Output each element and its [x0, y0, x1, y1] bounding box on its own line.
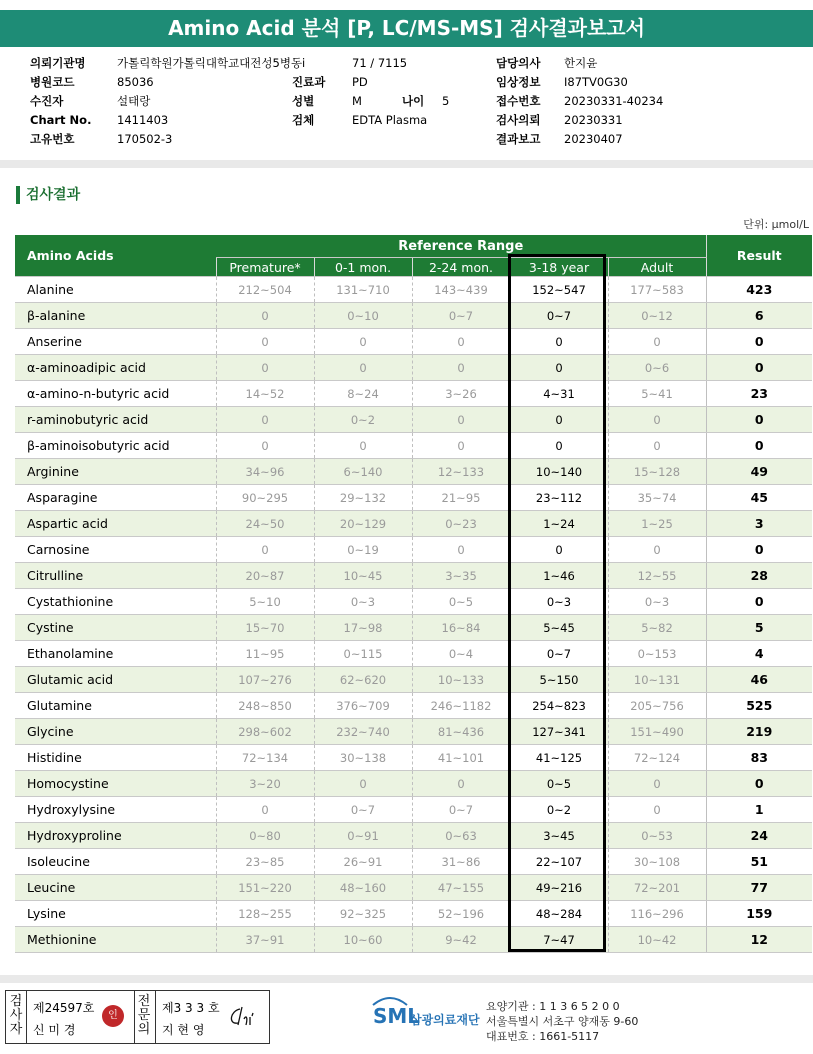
specialist-vertical-label: 전 문 의	[137, 994, 151, 1037]
amino-acid-name: Ethanolamine	[15, 641, 216, 667]
reference-range-cell: 5~150	[510, 667, 608, 693]
result-value: 23	[706, 381, 812, 407]
result-value: 219	[706, 719, 812, 745]
table-row	[15, 875, 812, 901]
amino-acid-name: Glutamine	[15, 693, 216, 719]
reference-range-cell: 0~7	[510, 641, 608, 667]
phone: 대표번호 : 1661-5117	[486, 1030, 600, 1043]
amino-acid-name: Homocystine	[15, 771, 216, 797]
info-col-2	[292, 54, 449, 130]
result-value: 12	[706, 927, 812, 953]
info-col-3	[496, 54, 663, 149]
amino-acid-name: α-amino-n-butyric acid	[15, 381, 216, 407]
reference-range-cell: 254~823	[510, 693, 608, 719]
specialist-license: 제3 3 3 호	[162, 1001, 220, 1015]
reference-range-cell: 0~5	[510, 771, 608, 797]
reference-range-cell: 0	[608, 537, 706, 563]
reference-range-cell: 0	[608, 329, 706, 355]
reference-range-cell: 143~439	[412, 277, 510, 303]
reference-range-cell: 376~709	[314, 693, 412, 719]
amino-acid-name: β-aminoisobutyric acid	[15, 433, 216, 459]
reference-range-cell: 0	[216, 329, 314, 355]
reference-range-cell: 0~7	[314, 797, 412, 823]
amino-acid-name: Arginine	[15, 459, 216, 485]
result-value: 1	[706, 797, 812, 823]
reference-range-cell: 37~91	[216, 927, 314, 953]
reference-range-cell: 0	[510, 329, 608, 355]
info-row: 담당의사 한지윤	[496, 56, 598, 70]
reference-range-cell: 11~95	[216, 641, 314, 667]
reference-range-cell: 52~196	[412, 901, 510, 927]
ward-value: 71 / 7115	[352, 56, 408, 70]
unit-label: 단위: μmol/L	[743, 218, 809, 231]
amino-acid-name: Aspartic acid	[15, 511, 216, 537]
reference-range-cell: 1~25	[608, 511, 706, 537]
reference-range-cell: 81~436	[412, 719, 510, 745]
reference-range-cell: 0	[216, 303, 314, 329]
reference-range-cell: 23~85	[216, 849, 314, 875]
reference-range-cell: 0~153	[608, 641, 706, 667]
reference-range-cell: 3~35	[412, 563, 510, 589]
reference-range-cell: 0	[608, 771, 706, 797]
table-row	[15, 329, 812, 355]
result-value: 159	[706, 901, 812, 927]
reference-range-cell: 0~63	[412, 823, 510, 849]
reference-range-cell: 0	[510, 407, 608, 433]
reference-range-cell: 0~12	[608, 303, 706, 329]
reference-range-cell: 0~19	[314, 537, 412, 563]
amino-acid-name: Glutamic acid	[15, 667, 216, 693]
reference-range-cell: 131~710	[314, 277, 412, 303]
amino-acid-name: Citrulline	[15, 563, 216, 589]
result-value: 0	[706, 433, 812, 459]
reference-range-cell: 30~108	[608, 849, 706, 875]
reference-range-cell: 3~26	[412, 381, 510, 407]
result-value: 525	[706, 693, 812, 719]
amino-acid-name: Alanine	[15, 277, 216, 303]
reference-range-cell: 4~31	[510, 381, 608, 407]
reference-range-cell: 0	[608, 407, 706, 433]
reference-range-cell: 0~91	[314, 823, 412, 849]
reference-range-cell: 0~115	[314, 641, 412, 667]
address: 서울특별시 서초구 양재동 9-60	[486, 1015, 639, 1028]
reference-range-cell: 0	[216, 355, 314, 381]
reference-range-cell: 41~125	[510, 745, 608, 771]
table-row	[15, 485, 812, 511]
result-value: 51	[706, 849, 812, 875]
table-row	[15, 615, 812, 641]
table-row	[15, 849, 812, 875]
table-row	[15, 563, 812, 589]
info-row: 고유번호 170502-3	[30, 132, 173, 146]
reference-range-cell: 23~112	[510, 485, 608, 511]
reference-range-cell: 0~3	[608, 589, 706, 615]
sub-header-2-24-mon: 2-24 mon.	[412, 258, 510, 277]
reference-range-cell: 48~284	[510, 901, 608, 927]
amino-acid-name: Methionine	[15, 927, 216, 953]
table-row	[15, 797, 812, 823]
result-value: 0	[706, 537, 812, 563]
reference-range-cell: 29~132	[314, 485, 412, 511]
reference-range-cell: 16~84	[412, 615, 510, 641]
ward-row	[292, 54, 449, 73]
result-value: 0	[706, 589, 812, 615]
reference-range-cell: 10~131	[608, 667, 706, 693]
reference-range-cell: 8~24	[314, 381, 412, 407]
reference-range-cell: 1~46	[510, 563, 608, 589]
institution-code: 요양기관 : 1 1 3 6 5 2 0 0	[486, 1000, 620, 1013]
reference-range-cell: 246~1182	[412, 693, 510, 719]
reference-range-cell: 0	[412, 537, 510, 563]
amino-acid-name: Asparagine	[15, 485, 216, 511]
info-row: Chart No. 1411403	[30, 113, 169, 127]
reference-range-cell: 232~740	[314, 719, 412, 745]
reference-range-cell: 30~138	[314, 745, 412, 771]
reference-range-cell: 0	[314, 771, 412, 797]
divider	[0, 160, 813, 168]
table-row	[15, 433, 812, 459]
org-name: 삼광의료재단	[410, 1013, 480, 1027]
result-value: 3	[706, 511, 812, 537]
reference-range-cell: 12~133	[412, 459, 510, 485]
info-row: 검사의뢰 20230331	[496, 113, 623, 127]
reference-range-cell: 9~42	[412, 927, 510, 953]
reference-range-cell: 62~620	[314, 667, 412, 693]
sub-header-3-18-year: 3-18 year	[510, 258, 608, 277]
table-row	[15, 641, 812, 667]
reference-range-cell: 0~80	[216, 823, 314, 849]
reference-range-cell: 6~140	[314, 459, 412, 485]
amino-acid-name: β-alanine	[15, 303, 216, 329]
reference-range-cell: 12~55	[608, 563, 706, 589]
reference-range-cell: 90~295	[216, 485, 314, 511]
info-row: 결과보고 20230407	[496, 132, 623, 146]
amino-acid-name: Carnosine	[15, 537, 216, 563]
reference-range-cell: 21~95	[412, 485, 510, 511]
reference-range-cell: 0	[608, 433, 706, 459]
reference-range-cell: 3~45	[510, 823, 608, 849]
reference-range-cell: 0	[412, 771, 510, 797]
table-row	[15, 355, 812, 381]
sub-header-0-1-mon: 0-1 mon.	[314, 258, 412, 277]
dept-row: 진료과 PD	[292, 75, 368, 89]
reference-range-cell: 0	[412, 433, 510, 459]
result-value: 45	[706, 485, 812, 511]
info-row: 의뢰기관명 가톨릭학원가톨릭대학교대전성5병동i	[30, 56, 306, 70]
reference-range-cell: 5~82	[608, 615, 706, 641]
table-row	[15, 511, 812, 537]
reference-range-cell: 15~128	[608, 459, 706, 485]
sub-header-adult: Adult	[608, 258, 706, 277]
reference-range-cell: 10~140	[510, 459, 608, 485]
reference-range-cell: 0	[314, 433, 412, 459]
result-value: 5	[706, 615, 812, 641]
table-row	[15, 381, 812, 407]
reference-range-cell: 0	[608, 797, 706, 823]
reference-range-cell: 0~5	[412, 589, 510, 615]
reference-range-cell: 0~7	[412, 797, 510, 823]
sex-age-row: 성별 M 나이 5	[292, 94, 450, 108]
reference-range-cell: 0~10	[314, 303, 412, 329]
sub-header-premature: Premature*	[216, 258, 314, 277]
amino-acid-name: α-aminoadipic acid	[15, 355, 216, 381]
table-row	[15, 459, 812, 485]
reference-range-cell: 31~86	[412, 849, 510, 875]
reference-range-cell: 1~24	[510, 511, 608, 537]
reference-range-cell: 0~3	[314, 589, 412, 615]
seal-stamp-icon: 인	[102, 1005, 124, 1027]
table-row	[15, 693, 812, 719]
specialist-name: 지 현 영	[162, 1023, 205, 1037]
reference-range-cell: 0~2	[510, 797, 608, 823]
reference-range-cell: 26~91	[314, 849, 412, 875]
amino-acid-name: Glycine	[15, 719, 216, 745]
info-row: 수진자 설태랑	[30, 94, 151, 108]
table-row	[15, 589, 812, 615]
reference-range-cell: 5~41	[608, 381, 706, 407]
reference-range-cell: 212~504	[216, 277, 314, 303]
table-row	[15, 667, 812, 693]
reference-range-cell: 0	[216, 407, 314, 433]
amino-acid-name: Isoleucine	[15, 849, 216, 875]
result-value: 0	[706, 771, 812, 797]
info-row: 임상정보 I87TV0G30	[496, 75, 628, 89]
table-row	[15, 823, 812, 849]
reference-range-cell: 0	[412, 407, 510, 433]
reference-range-cell: 177~583	[608, 277, 706, 303]
reference-range-cell: 298~602	[216, 719, 314, 745]
result-value: 0	[706, 329, 812, 355]
reference-range-cell: 10~133	[412, 667, 510, 693]
reference-range-cell: 0	[510, 355, 608, 381]
table-row	[15, 745, 812, 771]
reference-range-cell: 151~490	[608, 719, 706, 745]
signature-box	[5, 990, 270, 1044]
reference-range-cell: 0	[412, 355, 510, 381]
reference-range-cell: 41~101	[412, 745, 510, 771]
reference-range-cell: 47~155	[412, 875, 510, 901]
reference-range-cell: 49~216	[510, 875, 608, 901]
reference-range-cell: 0~23	[412, 511, 510, 537]
result-value: 28	[706, 563, 812, 589]
result-value: 77	[706, 875, 812, 901]
reference-range-cell: 127~341	[510, 719, 608, 745]
table-row	[15, 537, 812, 563]
reference-range-cell: 0~2	[314, 407, 412, 433]
reference-range-cell: 22~107	[510, 849, 608, 875]
reference-range-cell: 15~70	[216, 615, 314, 641]
result-value: 6	[706, 303, 812, 329]
amino-acid-name: Leucine	[15, 875, 216, 901]
inspector-license: 제24597호	[33, 1001, 95, 1015]
reference-range-cell: 0~7	[412, 303, 510, 329]
specimen-row: 검체 EDTA Plasma	[292, 113, 428, 127]
report-title: Amino Acid 분석 [P, LC/MS-MS] 검사결과보고서	[0, 10, 813, 47]
table-row	[15, 303, 812, 329]
reference-range-cell: 20~129	[314, 511, 412, 537]
result-value: 0	[706, 355, 812, 381]
info-col-1	[30, 54, 305, 149]
amino-acid-name: Histidine	[15, 745, 216, 771]
reference-range-cell: 72~201	[608, 875, 706, 901]
reference-range-cell: 0	[216, 537, 314, 563]
reference-range-cell: 0	[314, 355, 412, 381]
result-header: Result	[706, 235, 812, 277]
reference-range-cell: 0~53	[608, 823, 706, 849]
result-value: 83	[706, 745, 812, 771]
result-value: 49	[706, 459, 812, 485]
reference-range-cell: 0~7	[510, 303, 608, 329]
reference-range-cell: 205~756	[608, 693, 706, 719]
table-row	[15, 719, 812, 745]
section-title: 검사결과	[16, 186, 80, 204]
reference-range-cell: 10~45	[314, 563, 412, 589]
reference-range-cell: 0	[412, 329, 510, 355]
reference-range-cell: 72~124	[608, 745, 706, 771]
reference-range-cell: 35~74	[608, 485, 706, 511]
result-value: 4	[706, 641, 812, 667]
result-value: 46	[706, 667, 812, 693]
reference-range-cell: 0~6	[608, 355, 706, 381]
reference-range-cell: 152~547	[510, 277, 608, 303]
reference-range-cell: 5~45	[510, 615, 608, 641]
results-table	[15, 235, 812, 953]
reference-range-cell: 107~276	[216, 667, 314, 693]
signature-icon	[226, 1003, 262, 1031]
inspector-name: 신 미 경	[33, 1023, 76, 1037]
result-value: 0	[706, 407, 812, 433]
reference-range-cell: 10~60	[314, 927, 412, 953]
reference-range-cell: 20~87	[216, 563, 314, 589]
amino-acid-name: Hydroxyproline	[15, 823, 216, 849]
amino-acid-name: Hydroxylysine	[15, 797, 216, 823]
inspector-vertical-label: 검 사 자	[9, 994, 23, 1037]
reference-range-cell: 0	[314, 329, 412, 355]
table-row	[15, 927, 812, 953]
reference-range-cell: 151~220	[216, 875, 314, 901]
reference-range-header: Reference Range	[216, 235, 706, 258]
info-row: 병원코드 85036	[30, 75, 154, 89]
table-row	[15, 771, 812, 797]
reference-range-cell: 0	[216, 433, 314, 459]
reference-range-cell: 3~20	[216, 771, 314, 797]
reference-range-cell: 92~325	[314, 901, 412, 927]
reference-range-cell: 0~4	[412, 641, 510, 667]
amino-acid-name: Cystathionine	[15, 589, 216, 615]
result-value: 423	[706, 277, 812, 303]
info-row: 접수번호 20230331-40234	[496, 94, 664, 108]
table-row	[15, 407, 812, 433]
sml-logo: SML	[373, 1004, 421, 1028]
table-row	[15, 901, 812, 927]
reference-range-cell: 0	[510, 537, 608, 563]
reference-range-cell: 0~3	[510, 589, 608, 615]
reference-range-cell: 48~160	[314, 875, 412, 901]
reference-range-cell: 248~850	[216, 693, 314, 719]
amino-acid-name: r-aminobutyric acid	[15, 407, 216, 433]
amino-acid-name: Anserine	[15, 329, 216, 355]
amino-acid-name: Cystine	[15, 615, 216, 641]
reference-range-cell: 5~10	[216, 589, 314, 615]
reference-range-cell: 34~96	[216, 459, 314, 485]
reference-range-cell: 116~296	[608, 901, 706, 927]
reference-range-cell: 7~47	[510, 927, 608, 953]
reference-range-cell: 17~98	[314, 615, 412, 641]
table-row	[15, 277, 812, 303]
reference-range-cell: 24~50	[216, 511, 314, 537]
reference-range-cell: 14~52	[216, 381, 314, 407]
divider	[0, 975, 813, 983]
result-value: 24	[706, 823, 812, 849]
amino-acids-header: Amino Acids	[15, 235, 216, 277]
reference-range-cell: 0	[510, 433, 608, 459]
reference-range-cell: 10~42	[608, 927, 706, 953]
reference-range-cell: 128~255	[216, 901, 314, 927]
reference-range-cell: 72~134	[216, 745, 314, 771]
reference-range-cell: 0	[216, 797, 314, 823]
amino-acid-name: Lysine	[15, 901, 216, 927]
